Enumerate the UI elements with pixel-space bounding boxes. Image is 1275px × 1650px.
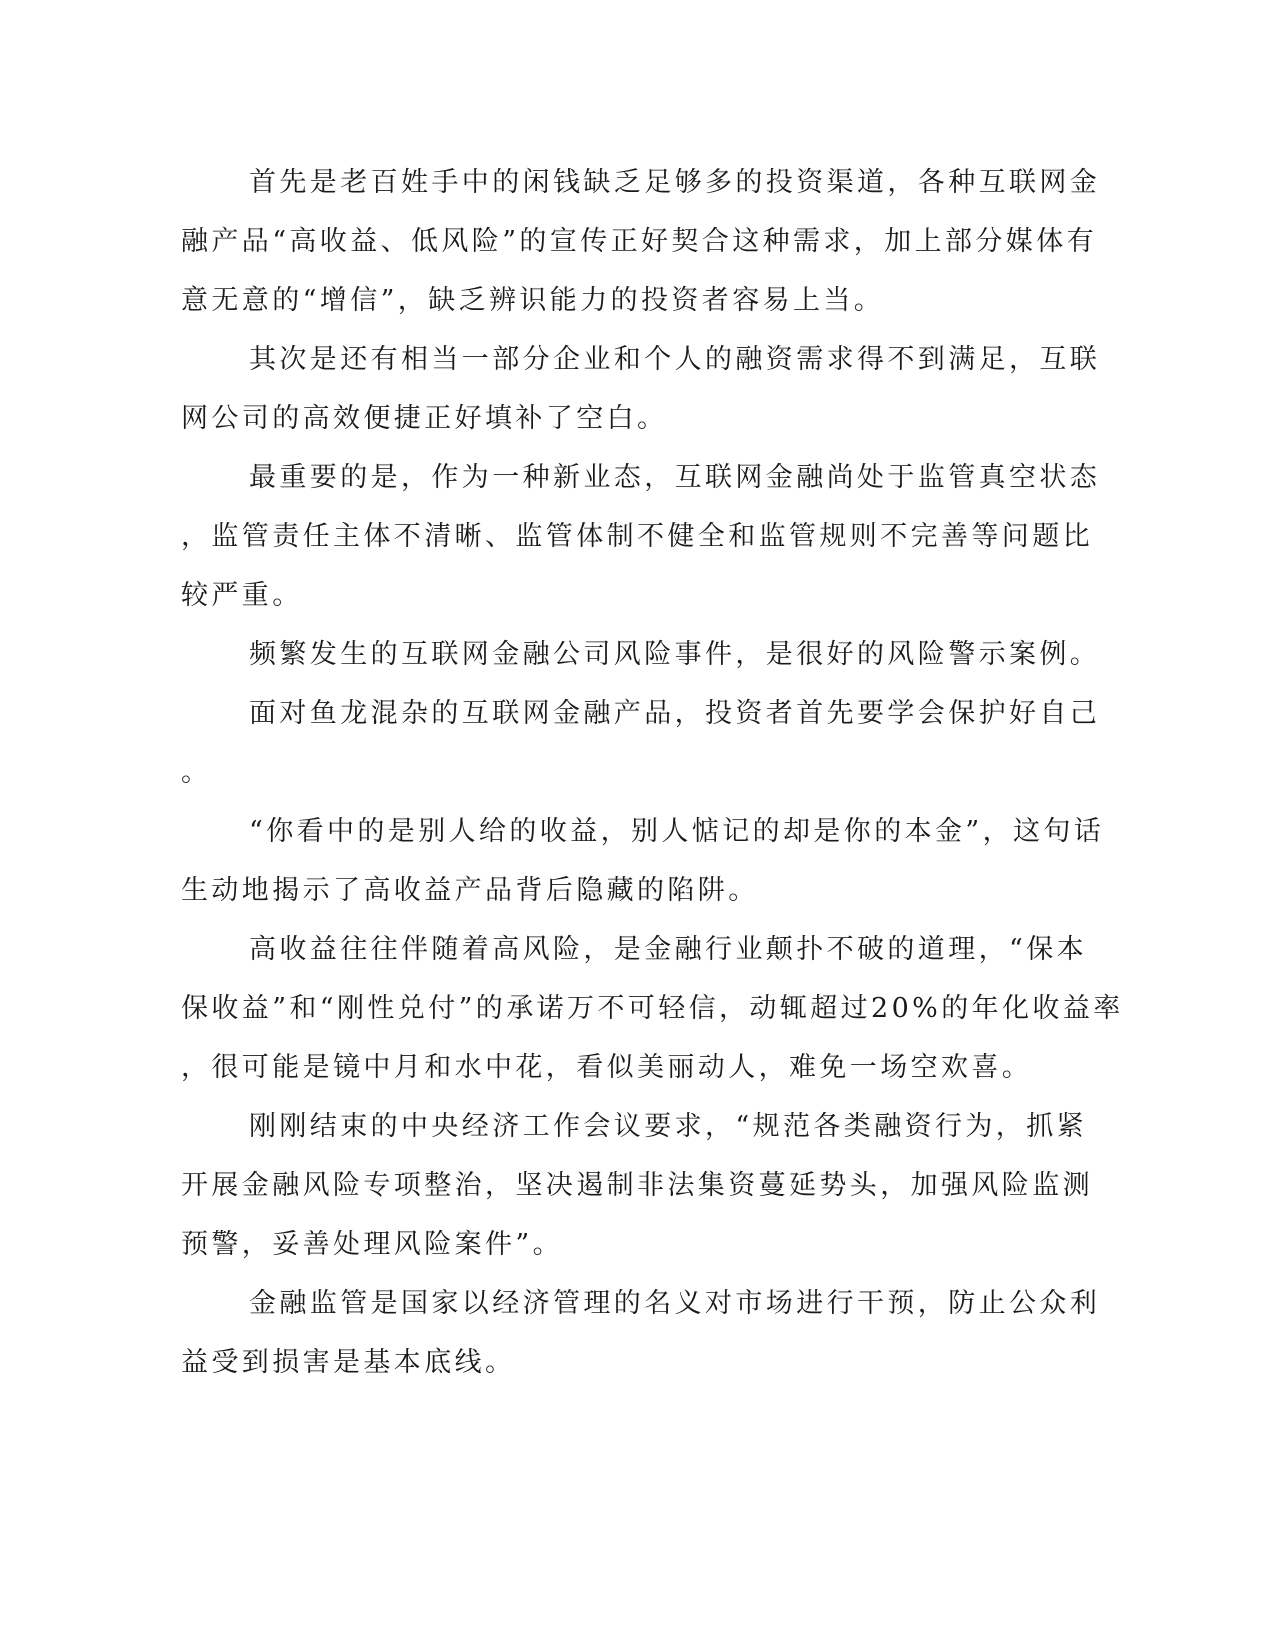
paragraph xyxy=(181,920,1124,1097)
text-line: 较严重。 xyxy=(181,580,303,611)
text-line: 。 xyxy=(181,757,212,788)
text-line: 生动地揭示了高收益产品背后隐藏的陷阱。 xyxy=(181,875,759,906)
paragraph xyxy=(181,153,1101,330)
paragraph xyxy=(181,625,1101,684)
text-line: 首先是老百姓手中的闲钱缺乏足够多的投资渠道，各种互联网金 xyxy=(249,167,1101,198)
text-line: 开展金融风险专项整治，坚决遏制非法集资蔓延势头，加强风险监测 xyxy=(181,1170,1093,1201)
text-line: 高收益往往伴随着高风险，是金融行业颠扑不破的道理，“保本 xyxy=(249,934,1088,965)
paragraph xyxy=(181,684,1101,802)
text-line: 意无意的“增信”，缺乏辨识能力的投资者容易上当。 xyxy=(181,285,885,316)
text-line: “你看中的是别人给的收益，别人惦记的却是你的本金”，这句话 xyxy=(249,816,1105,847)
text-line: 预警，妥善处理风险案件”。 xyxy=(181,1229,564,1260)
text-line: 益受到损害是基本底线。 xyxy=(181,1347,516,1378)
paragraph xyxy=(181,448,1101,625)
text-line: ，很可能是镜中月和水中花，看似美丽动人，难免一场空欢喜。 xyxy=(181,1052,1033,1083)
paragraph xyxy=(181,802,1105,920)
text-line: 融产品“高收益、低风险”的宣传正好契合这种需求，加上部分媒体有 xyxy=(181,226,1098,257)
text-line: 网公司的高效便捷正好填补了空白。 xyxy=(181,403,668,434)
text-line: 保收益”和“刚性兑付”的承诺万不可轻信，动辄超过20%的年化收益率 xyxy=(181,993,1124,1024)
text-line: 频繁发生的互联网金融公司风险事件，是很好的风险警示案例。 xyxy=(249,639,1101,670)
text-line: 其次是还有相当一部分企业和个人的融资需求得不到满足，互联 xyxy=(249,344,1101,375)
paragraph xyxy=(181,1274,1101,1392)
text-line: 面对鱼龙混杂的互联网金融产品，投资者首先要学会保护好自己 xyxy=(249,698,1101,729)
paragraph xyxy=(181,330,1101,448)
text-line: 刚刚结束的中央经济工作会议要求，“规范各类融资行为，抓紧 xyxy=(249,1111,1088,1142)
paragraph xyxy=(181,1097,1093,1274)
text-line: ，监管责任主体不清晰、监管体制不健全和监管规则不完善等问题比 xyxy=(181,521,1093,552)
text-line: 金融监管是国家以经济管理的名义对市场进行干预，防止公众利 xyxy=(249,1288,1101,1319)
document-body xyxy=(181,153,1124,1392)
text-line: 最重要的是，作为一种新业态，互联网金融尚处于监管真空状态 xyxy=(249,462,1101,493)
